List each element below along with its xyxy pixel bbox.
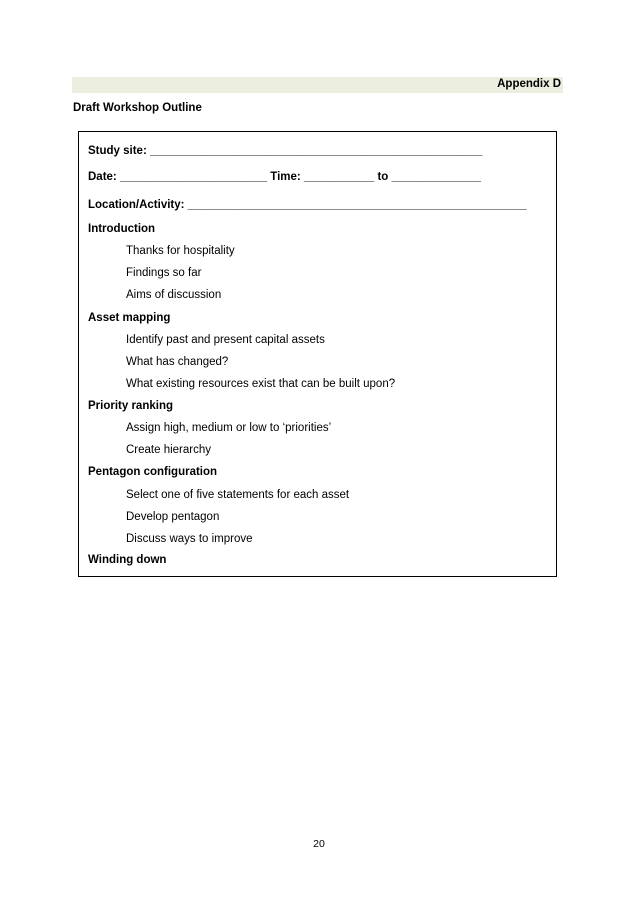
list-item: Thanks for hospitality bbox=[126, 245, 235, 257]
list-item: What has changed? bbox=[126, 356, 229, 368]
list-item: Findings so far bbox=[126, 267, 202, 279]
list-item: Discuss ways to improve bbox=[126, 533, 253, 545]
workshop-outline-box bbox=[78, 131, 557, 577]
appendix-header-bar bbox=[72, 77, 563, 93]
list-item: What existing resources exist that can be built upon? bbox=[126, 378, 396, 390]
date-time-field: Date: _______________________ Time: ___________ to ______________ bbox=[88, 171, 482, 183]
list-item: Aims of discussion bbox=[126, 289, 222, 301]
list-item: Select one of five statements for each asset bbox=[126, 489, 350, 501]
section-heading-priority-ranking: Priority ranking bbox=[88, 400, 173, 412]
section-heading-winding-down: Winding down bbox=[88, 554, 167, 566]
list-item: Identify past and present capital assets bbox=[126, 334, 325, 346]
section-heading-pentagon-configuration: Pentagon configuration bbox=[88, 466, 218, 478]
location-activity-field: Location/Activity: _____________________________________________________ bbox=[88, 199, 527, 211]
section-heading-asset-mapping: Asset mapping bbox=[88, 312, 171, 324]
page-number: 20 bbox=[313, 838, 325, 850]
page-title: Draft Workshop Outline bbox=[73, 102, 202, 114]
study-site-field: Study site: ____________________________________________________ bbox=[88, 145, 483, 157]
list-item: Create hierarchy bbox=[126, 444, 212, 456]
appendix-label: Appendix D bbox=[497, 78, 561, 90]
list-item: Assign high, medium or low to ‘priorities’ bbox=[126, 422, 332, 434]
list-item: Develop pentagon bbox=[126, 511, 220, 523]
section-heading-introduction: Introduction bbox=[88, 223, 156, 235]
